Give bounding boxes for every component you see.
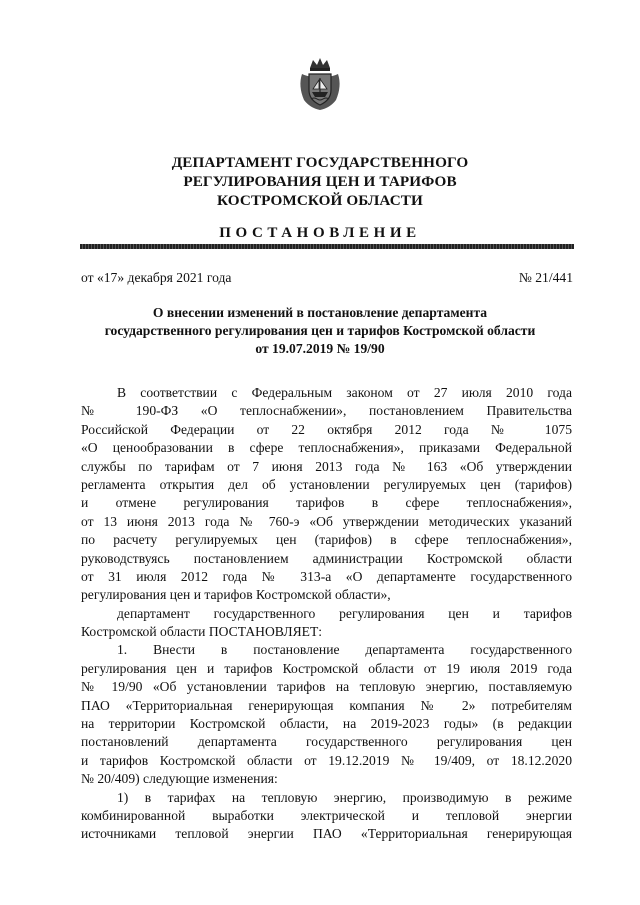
body-line: от 13 июня 2013 года № 760-э «Об утверждении методических указаний <box>81 513 572 529</box>
body-line: департамент государственного регулирования цен и тарифов <box>117 605 572 621</box>
document-type-title: ПОСТАНОВЛЕНИЕ <box>219 225 421 241</box>
body-line: Костромской области ПОСТАНОВЛЯЕТ: <box>81 624 323 640</box>
department-title <box>0 153 640 210</box>
body-line: № 19/90 «Об установлении тарифов на тепловую энергию, поставляемую <box>81 679 572 695</box>
body-line: регламента открытия дел об установлении регулируемых цен (тарифов) <box>81 476 572 492</box>
body-line: 1. Внести в постановление департамента государственного <box>117 642 572 658</box>
body-line: В соответствии с Федеральным законом от 27 июля 2010 года <box>117 385 572 400</box>
body-line: комбинированной выработки электрической и тепловой энергии <box>81 807 572 823</box>
document-number: № 21/441 <box>518 270 573 285</box>
document-date: от «17» декабря 2021 года <box>81 270 232 285</box>
body-line: и отмене регулирования тарифов в сфере теплоснабжения», <box>81 495 572 511</box>
subject-line: от 19.07.2019 № 19/90 <box>255 341 385 356</box>
body-line: руководствуясь постановлением администрации Костромской области <box>81 550 572 566</box>
body-line: источниками тепловой энергии ПАО «Территориальная генерирующая <box>81 826 572 842</box>
subject-line: О внесении изменений в постановление департамента <box>152 305 488 320</box>
document-body <box>81 384 572 844</box>
body-line: постановлений департамента государственного регулирования цен <box>81 734 572 750</box>
body-line: «О ценообразовании в сфере теплоснабжения», приказами Федеральной <box>81 440 572 456</box>
body-line: и тарифов Костромской области от 19.12.2019 № 19/409, от 18.12.2020 <box>81 752 572 768</box>
header-divider <box>80 244 574 249</box>
body-line: службы по тарифам от 7 июня 2013 года № 163 «Об утверждении <box>81 458 572 474</box>
body-line: регулирования цен и тарифов Костромской области от 19 июля 2019 года <box>81 660 572 676</box>
body-line: № 20/409) следующие изменения: <box>81 771 278 787</box>
subject-line: государственного регулирования цен и тарифов Костромской области <box>104 323 536 338</box>
department-line: РЕГУЛИРОВАНИЯ ЦЕН И ТАРИФОВ <box>183 173 457 190</box>
body-line: № 190-ФЗ «О теплоснабжении», постановлением Правительства <box>81 403 572 419</box>
department-line: КОСТРОМСКОЙ ОБЛАСТИ <box>217 192 423 209</box>
body-line: по расчету регулируемых цен (тарифов) в сфере теплоснабжения», <box>81 532 572 548</box>
department-line: ДЕПАРТАМЕНТ ГОСУДАРСТВЕННОГО <box>171 154 469 171</box>
body-line: 1) в тарифах на тепловую энергию, производимую в режиме <box>117 789 572 805</box>
body-line: ПАО «Территориальная генерирующая компания № 2» потребителям <box>81 697 572 713</box>
body-line: от 31 июля 2012 года № 313-а «О департаменте государственного <box>81 568 572 584</box>
body-line: регулирования цен и тарифов Костромской области», <box>81 587 391 603</box>
body-line: Российской Федерации от 22 октября 2012 года № 1075 <box>81 421 572 437</box>
body-line: на территории Костромской области, на 2019-2023 годы» (в редакции <box>81 716 572 732</box>
coat-of-arms-icon <box>296 56 344 112</box>
document-subject <box>0 304 640 358</box>
